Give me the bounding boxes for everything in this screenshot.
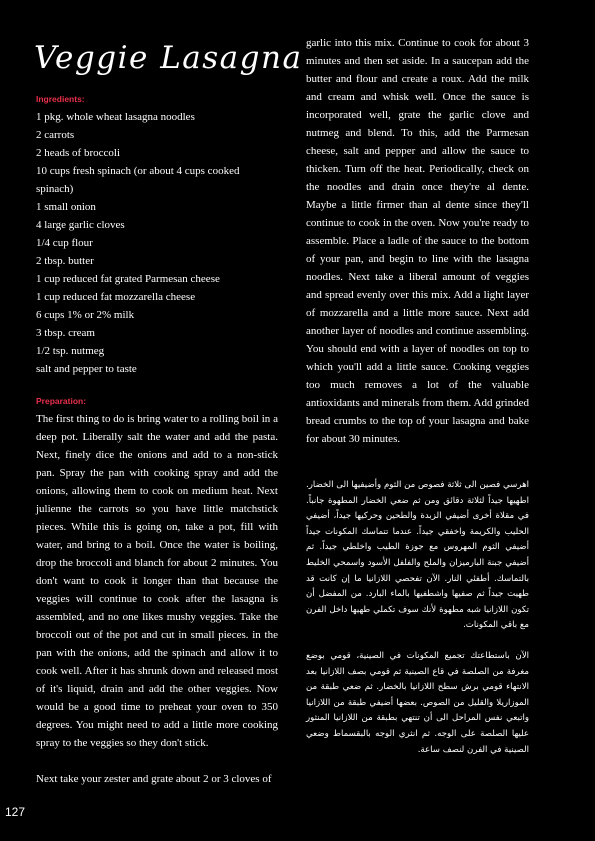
ingredient-item: 1 cup reduced fat grated Parmesan cheese (36, 273, 220, 285)
ingredients-heading: Ingredients: (36, 94, 85, 104)
ingredient-item: 10 cups fresh spinach (or about 4 cups cooked spinach) (36, 165, 240, 195)
left-column (36, 94, 278, 788)
ingredient-item: 2 carrots (36, 129, 75, 141)
right-column (306, 34, 529, 758)
ingredient-item: 2 tbsp. butter (36, 255, 94, 267)
ingredient-item: salt and pepper to taste (36, 363, 137, 375)
ingredient-item: 6 cups 1% or 2% milk (36, 309, 135, 321)
ingredient-item: 1 cup reduced fat mozzarella cheese (36, 291, 196, 303)
ingredient-item: 1/4 cup flour (36, 237, 93, 249)
arabic-paragraph: الآن باستطاعتك تجميع المكونات في الصينية، قومي بوضع مغرفة من الصلصة في قاع الصينية ثم قومي بصف اللازانيا بعد الانتهاء قومي برش سطح اللازانيا بالخضار. ثم ضعي طبقة من الموزاريلا والقليل من الصوص. بعضها أضيفي طبقة من اللازانيا واتبعي نفس المراحل الى أن تنتهي بطبقة من اللازانيا المنثور عليها الصلصة على الوجه. ثم انثري الوجه بالبقسماط وضعي الصينية في الفرن لنصف ساعة. (306, 650, 529, 755)
recipe-title: Veggie Lasagna (34, 40, 303, 76)
ingredients-list (36, 108, 278, 378)
ingredient-item: 1 small onion (36, 201, 96, 213)
preparation-paragraph: Next take your zester and grate about 2 or 3 cloves of (36, 773, 272, 785)
page-number: 127 (5, 805, 26, 819)
preparation-heading: Preparation: (36, 396, 87, 406)
ingredient-item: 2 heads of broccoli (36, 147, 120, 159)
preparation-paragraph-continued: garlic into this mix. Continue to cook for about 3 minutes and then set aside. In a saucepan add the butter and flour and create a roux. Add the milk and cream and whisk well. Once the sauce is incorporated well, grate the garlic clove and nutmeg and blend. To this, add the Parmesan cheese, salt and pepper and allow the sauce to thicken. Turn off the heat. Periodically, check on the noodles and drain once they're al dente. Maybe a little firmer than al dente since they'll continue to cook in the oven. Now you're ready to assemble. Place a ladle of the sauce to the bottom of your pan, and begin to line with the lasagna noodles. Next take a liberal amount of veggies and spread evenly over this mix. Add a light layer of mozzarella and a little more sauce. Next add another layer of noodles and continue assembling. You should end with a layer of noodles on top to which you'll add a little sauce. Cooking veggies too much removes a lot of the valuable antioxidants and minerals from them. Add grinded bread crumbs to the top of your lasagna and bake for about 30 minutes. (306, 37, 529, 445)
ingredient-item: 1/2 tsp. nutmeg (36, 345, 105, 357)
ingredient-item: 1 pkg. whole wheat lasagna noodles (36, 111, 195, 123)
arabic-paragraph: اهرسي فصين الى ثلاثة فصوص من الثوم وأضيفيها الى الخضار. اطهيها جيداً لثلاثة دقائق ومن ثم ضعي الخضار المطهوة جانباً. في مقلاة أخرى أضيفي الزبدة والطحين وحركيها جيداً، أضيفي الحليب والكريمة واخفقي جيداً. عندما تتماسك المكونات جيداً أضيفي الثوم المهروس مع جوزة الطيب واخلطي جيداً. ثم أضيفي جبنة البارميزان والملح والفلفل الأسود واسمحي الخليط بالتماسك. أطفئي النار. الآن تفحصي اللازانيا ما إن كانت قد طهيت جيداً ثم صفيها واشطفيها بالماء البارد. من المفضل أن تكون اللازانيا شبه مطهوة لأنك سوف تكملي طهيها داخل الفرن مع باقي المكونات. (306, 480, 529, 631)
preparation-paragraph: The first thing to do is bring water to a rolling boil in a deep pot. Liberally salt the water and add the pasta. Next, finely dice the onions and add to a non-stick pan. Spray the pan with cooking spray and add the onions, allowing them to cook on medium heat. Next julienne the carrots so you have little matchstick pieces. While this is going on, take a pot, fill with water, and bring to a boil. Once the water is boiling, drop the broccoli and blanch for about 2 minutes. You don't want to cook it longer than that because the veggies will continue to cook after the lasagna is assembled, and no one likes mushy veggies. Take the broccoli out of the pot and cut in small pieces. in the pan with the onions, add the spinach and allow it to cook well. After it has shrunk down and released most of it's liquid, drain and add the other veggies. Now would be a good time to preheat your oven to 350 degrees. You might need to add a little more cooking spray to the veggies so they don't stick. (36, 413, 278, 749)
ingredient-item: 4 large garlic cloves (36, 219, 125, 231)
ingredient-item: 3 tbsp. cream (36, 327, 95, 339)
